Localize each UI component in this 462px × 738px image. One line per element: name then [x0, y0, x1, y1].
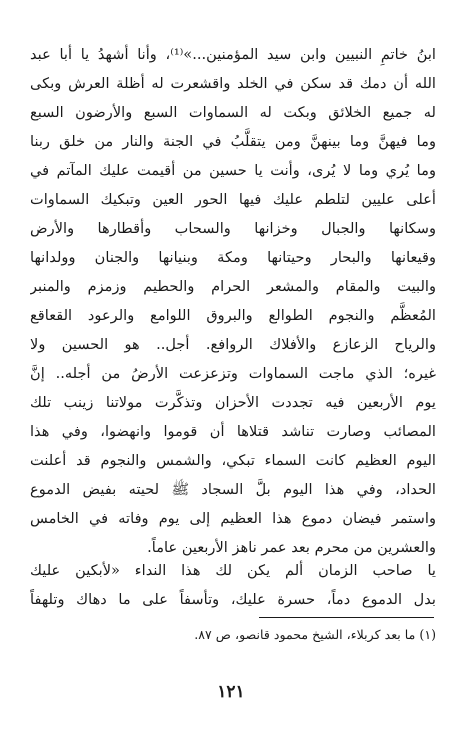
footnote-divider: [259, 617, 434, 618]
text-line: ابنُ خاتمِ النبيين وابن سيد المؤمنين...»⁽¹⁾، وأنا أشهدُ يا أبا عبد: [30, 46, 436, 63]
text-line: وما فيهنَّ وما بينهنَّ ومن يتقلَّبُ في الجنة والنار من خلق ربنا: [30, 133, 436, 150]
text-line: اليوم العظيم كانت السماء تبكي، والشمس والنجوم قد أعلنت: [30, 452, 436, 469]
text-line: بدل الدموع دماً، حسرة عليك، وتأسفاً على ما دهاك وتلهفاً: [30, 591, 436, 608]
text-line: وسكانها والجبال وخزانها والسحاب وأقطارها والأرض: [30, 220, 436, 237]
text-line: والعشرين من محرم بعد عمر ناهز الأربعين عاماً.: [147, 539, 436, 556]
text-line: يا صاحب الزمان ألم يكن لك هذا النداء «لأبكين عليك: [30, 562, 436, 579]
main-paragraph: [30, 40, 436, 562]
text-line: وقيعانها والبحار وحيتانها ومكة وبنيانها والجنان وولدانها: [30, 249, 436, 266]
text-line: الله أن دمك قد سكن في الخلد واقشعرت له أظلة العرش وبكى: [30, 75, 436, 92]
text-line: واستمر فيضان دموع هذا العظيم إلى يوم وفاته في الخامس: [30, 510, 436, 527]
text-line: المصائب وصارت تناشد قتلاها أن قوموا وانهضوا، وفي هذا: [30, 423, 436, 440]
page-number: ١٢١: [217, 682, 245, 702]
text-line: له جميع الخلائق وبكت له السماوات السبع والأرضون السبع: [30, 104, 436, 121]
text-line: والرياح الزعازع والأفلاك الروافع. أجل.. هو الحسين ولا: [30, 336, 436, 353]
text-line: يوم الأربعين فيه تجددت الأحزان وتذكَّرت مولاتنا زينب تلك: [30, 394, 436, 411]
text-line: وما يُري وما لا يُرى، وأنت يا حسين من أقيمت عليك المآتم في: [30, 162, 436, 179]
text-line: الحداد، وفي هذا اليوم بلَّ السجاد ﷺ لحيته بفيض الدموع: [30, 481, 436, 498]
text-line: المُعظَّم والنجوم الطوالع والبروق اللوامع والرعود القعاقع: [30, 307, 436, 324]
text-line: غيره؛ الذي ماجت السماوات وتزعزعت الأرضُ من أجله.. إنَّ: [30, 365, 436, 382]
text-line: أعلى عليين لتلطم عليك فيها الحور العين وتبكيك السماوات: [30, 191, 436, 208]
footnote: (١) ما بعد كربلاء، الشيخ محمود قانصو، ص ٨٧.: [194, 627, 436, 642]
second-paragraph: [30, 556, 436, 614]
text-line: والبيت والمقام والمشعر الحرام والحطيم وزمزم والمنبر: [30, 278, 436, 295]
